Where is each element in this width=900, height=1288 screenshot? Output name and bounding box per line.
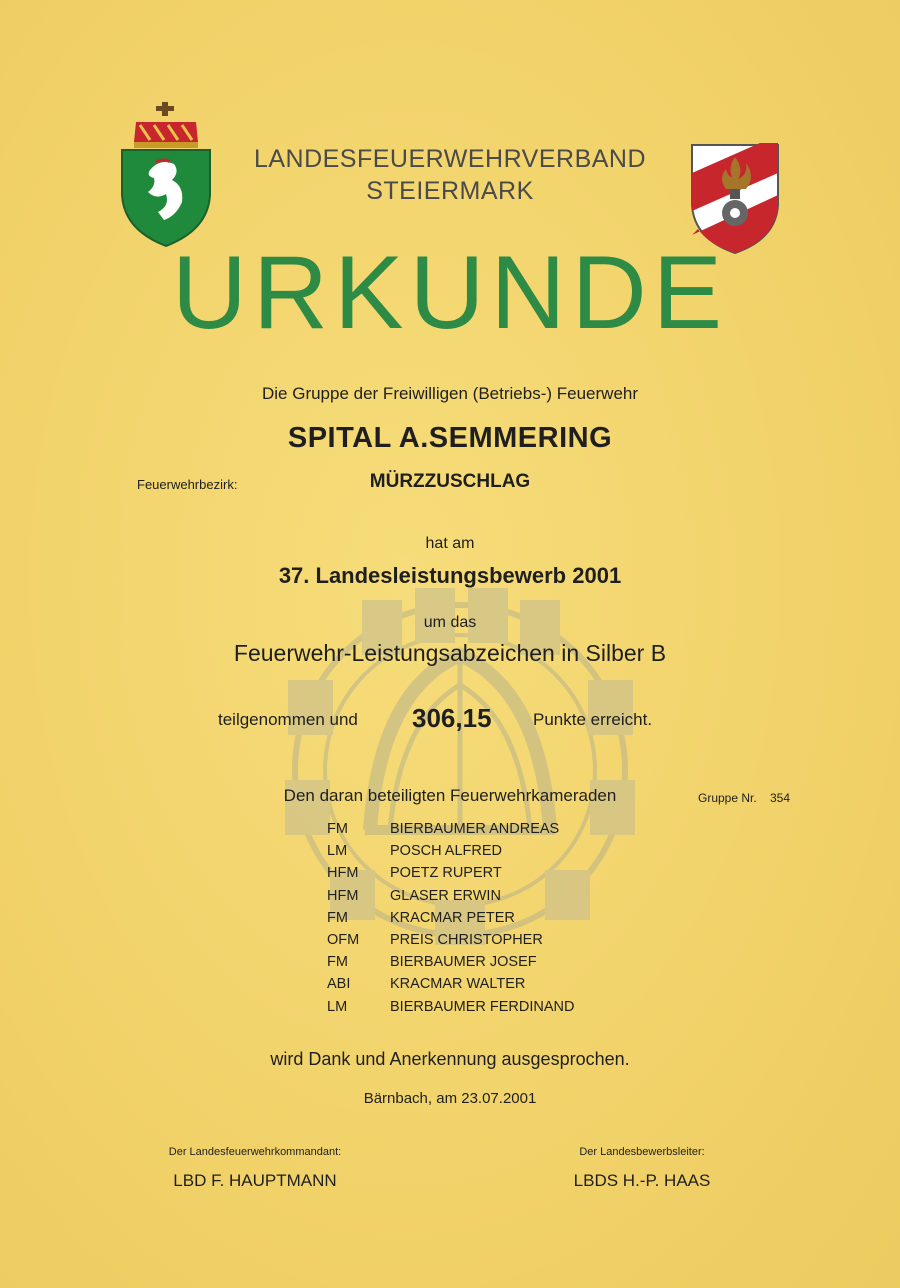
member-name: GLASER ERWIN — [390, 887, 501, 904]
member-rank: OFM — [327, 931, 360, 948]
member-name: BIERBAUMER ANDREAS — [390, 821, 560, 837]
member-name: PREIS CHRISTOPHER — [390, 931, 543, 948]
list-item — [327, 973, 627, 995]
association-name — [200, 143, 700, 207]
member-name: POSCH ALFRED — [390, 843, 502, 860]
member-rank: HFM — [327, 865, 359, 882]
group-name: SPITAL A.SEMMERING — [287, 422, 613, 454]
list-item — [327, 907, 627, 929]
group-number-label: Gruppe Nr. — [698, 791, 757, 805]
list-item — [327, 862, 627, 884]
intro-text: Die Gruppe der Freiwilligen (Betriebs-) Feuerwehr — [261, 384, 639, 403]
document-title: URKUNDE — [171, 235, 729, 351]
list-item — [327, 996, 627, 1018]
member-list — [327, 818, 627, 1018]
list-item — [327, 929, 627, 951]
member-name: POETZ RUPERT — [390, 865, 502, 882]
signature-left-name: LBD F. HAUPTMANN — [173, 1171, 337, 1190]
member-rank: LM — [327, 843, 348, 860]
member-name: KRACMAR PETER — [390, 909, 515, 926]
district-label: Feuerwehrbezirk: — [137, 477, 238, 492]
signature-right-name: LBDS H.-P. HAAS — [573, 1171, 711, 1190]
member-rank: HFM — [327, 887, 359, 904]
list-item — [327, 818, 627, 840]
competition-name: 37. Landesleistungsbewerb 2001 — [278, 563, 622, 588]
signature-right-title: Der Landesbewerbsleiter: — [579, 1146, 705, 1158]
list-item — [327, 885, 627, 907]
district-value: MÜRZZUSCHLAG — [369, 471, 531, 492]
member-rank: LM — [327, 998, 348, 1015]
list-item — [327, 840, 627, 862]
member-rank: FM — [327, 954, 348, 971]
association-name-line1: LANDESFEUERWEHRVERBAND — [253, 145, 647, 173]
points-suffix-text: Punkte erreicht. — [533, 710, 653, 729]
signature-left-title: Der Landesfeuerwehrkommandant: — [168, 1146, 342, 1158]
participated-text: teilgenommen und — [218, 710, 358, 729]
thanks-text: wird Dank und Anerkennung ausgesprochen. — [270, 1049, 630, 1069]
list-item — [327, 951, 627, 973]
styrian-coat-of-arms-icon — [120, 100, 212, 248]
place-date: Bärnbach, am 23.07.2001 — [363, 1090, 537, 1107]
comrades-text: Den daran beteiligten Feuerwehrkameraden — [283, 786, 617, 805]
group-number-value: 354 — [770, 791, 791, 805]
hat-am-text: hat am — [425, 535, 475, 552]
member-name: KRACMAR WALTER — [390, 976, 526, 993]
member-rank: FM — [327, 909, 348, 926]
points-value: 306,15 — [412, 703, 492, 733]
member-name: BIERBAUMER JOSEF — [390, 954, 537, 971]
member-name: BIERBAUMER FERDINAND — [390, 998, 575, 1015]
member-rank: FM — [327, 821, 348, 837]
member-rank: ABI — [327, 976, 351, 993]
association-name-line2: STEIERMARK — [366, 177, 534, 205]
um-das-text: um das — [423, 614, 477, 631]
badge-name: Feuerwehr-Leistungsabzeichen in Silber B — [233, 640, 667, 666]
